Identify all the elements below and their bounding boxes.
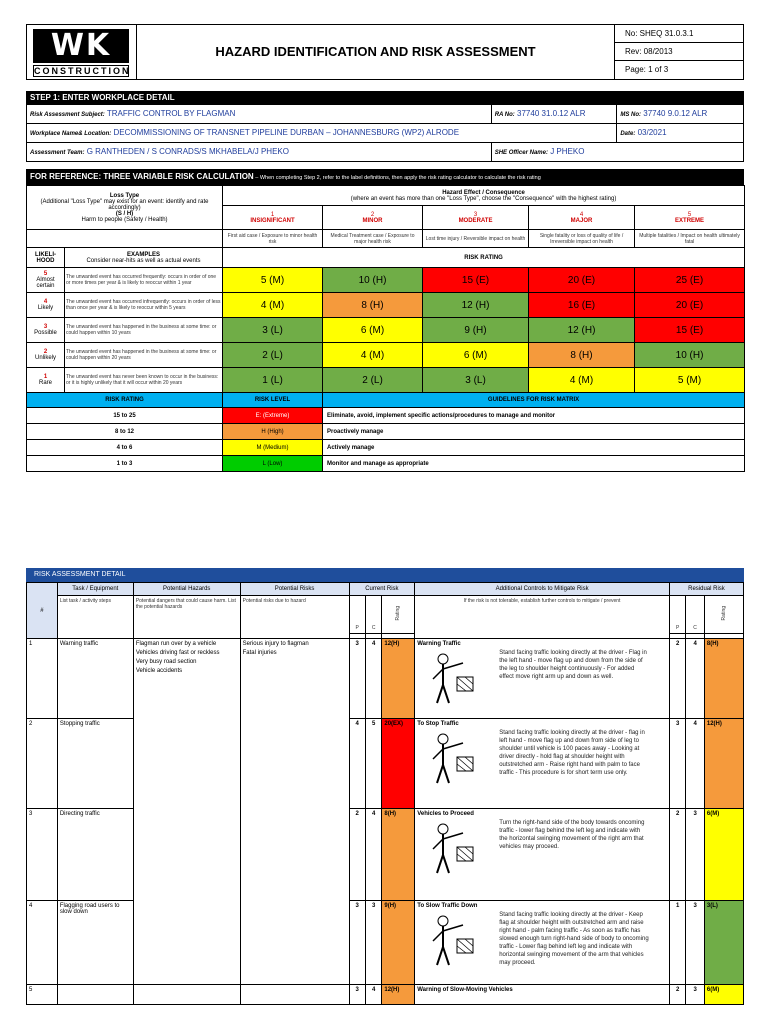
table-row	[27, 639, 744, 719]
control-title: To Slow Traffic Down	[417, 903, 478, 909]
legend-row	[27, 424, 745, 440]
subject-label: Risk Assessment Subject:	[30, 112, 105, 118]
matrix-cell: 2 (L)	[323, 368, 423, 393]
consequence-desc: Single fatality or loss of quality of life / Irreversible impact on health	[529, 230, 635, 248]
document-meta	[615, 25, 743, 79]
row-task: Directing traffic	[57, 809, 133, 901]
sub-task: List task / activity steps	[57, 596, 133, 639]
loss-type-title: Loss Type	[109, 192, 140, 199]
likelihood-example: The unwanted event has occurred infrequently: occurs in order of less than once per year & is likely to reoccur within 5 years	[65, 293, 223, 318]
sub-rrating: Rating	[720, 606, 727, 621]
row-rc: 4	[686, 719, 704, 809]
row-c: 4	[365, 809, 381, 901]
reference-note: – When completing Step 2, refer to the label definitions, then apply the risk rating calculator to calculate the risk rating	[253, 175, 541, 181]
likelihood-cell	[27, 318, 65, 343]
matrix-cell: 8 (H)	[529, 343, 635, 368]
matrix-cell: 10 (H)	[635, 343, 745, 368]
date-value: 03/2021	[637, 128, 667, 137]
control-text: Stand facing traffic looking directly at the driver - flag in left hand - move flag up and down from side of leg to shoulder until vehicle is 100 paces away - Looking at driver directly - hold flag at shoulder height with outstretched arm - Raise right hand with palm to face traffic - This procedure is for short term use only.	[499, 730, 645, 776]
likelihood-name: Almost certain	[36, 277, 55, 289]
flagman-figure-icon	[421, 913, 481, 968]
consequence-3	[423, 206, 529, 230]
hazard-effect-title: Hazard Effect / Consequence	[442, 189, 525, 196]
consequence-num: 5	[687, 211, 692, 218]
risk-matrix	[26, 185, 745, 472]
consequence-desc-row	[27, 230, 745, 248]
sub-rp: P	[669, 596, 685, 634]
matrix-cell: 8 (H)	[323, 293, 423, 318]
consequence-num: 3	[473, 211, 478, 218]
matrix-cell: 4 (M)	[529, 368, 635, 393]
consequence-1	[223, 206, 323, 230]
row-rrating: 6(M)	[704, 985, 743, 1005]
hazard-item: Vehicle accidents	[135, 668, 183, 674]
consequence-4	[529, 206, 635, 230]
matrix-cell: 4 (M)	[323, 343, 423, 368]
subject-row	[26, 105, 744, 124]
legend-row	[27, 440, 745, 456]
likelihood-row	[27, 268, 745, 293]
reference-title: FOR REFERENCE: THREE VARIABLE RISK CALCULATION	[30, 172, 254, 181]
consequence-desc: Medical Treatment case / Exposure to major health risk	[323, 230, 423, 248]
ms-label: MS No:	[620, 112, 642, 118]
likelihood-row	[27, 293, 745, 318]
likelihood-example: The unwanted event has never been known to occur in the business: or it is highly unlikely that it will occur within 20 years	[65, 368, 223, 393]
row-c: 5	[365, 719, 381, 809]
examples-header	[65, 248, 223, 268]
row-rp: 1	[669, 901, 685, 985]
matrix-cell: 25 (E)	[635, 268, 745, 293]
risks-cell	[240, 639, 349, 985]
hazards-cell	[133, 639, 240, 985]
control-title: To Stop Traffic	[417, 721, 459, 727]
legend-level: E: (Extreme)	[223, 408, 323, 424]
row-rc: 4	[686, 639, 704, 719]
team-row	[26, 143, 744, 162]
ra-value: 37740 31.0.12 ALR	[517, 109, 586, 118]
control-title: Vehicles to Proceed	[417, 811, 474, 817]
workplace-label: Workplace Name& Location:	[30, 131, 112, 137]
doc-page: Page: 1 of 3	[625, 65, 669, 74]
control-text: Stand facing traffic looking directly at the driver - Keep flag at shoulder height with outstretched arm and raise right hand - palm facing traffic - As soon as traffic has slowed enough turn right-hand side of body to oncoming traffic - Lower flag behind left leg and indicate with horizontal swinging movement of the arm that vehicles may proceed.	[499, 912, 649, 966]
row-rc: 3	[686, 809, 704, 901]
subject-value: TRAFFIC CONTROL BY FLAGMAN	[106, 109, 236, 118]
legend-guide: Actively manage	[323, 440, 745, 456]
legend-row	[27, 456, 745, 472]
legend-guide: Proactively manage	[323, 424, 745, 440]
risk-item: Serious injury to flagman	[242, 641, 309, 647]
likelihood-num: 5	[43, 271, 48, 277]
likelihood-example: The unwanted event has occurred frequently: occurs in order of one or more times per year & is likely to reoccur within 1 year	[65, 268, 223, 293]
legend-level-header: RISK LEVEL	[223, 393, 323, 408]
hazards-cell	[133, 985, 240, 1005]
legend-guide-header: GUIDELINES FOR RISK MATRIX	[323, 393, 745, 408]
matrix-cell: 15 (E)	[423, 268, 529, 293]
row-p: 3	[349, 985, 365, 1005]
matrix-cell: 10 (H)	[323, 268, 423, 293]
likelihood-header: LIKELI-HOOD	[27, 248, 65, 268]
likelihood-cell	[27, 268, 65, 293]
likelihood-num: 1	[43, 374, 48, 380]
loss-type-note: (Additional "Loss Type" may exist for an event: identify and rate accordingly)	[40, 198, 209, 211]
row-p: 4	[349, 719, 365, 809]
row-controls	[415, 901, 670, 985]
col-hazards: Potential Hazards	[133, 583, 240, 596]
matrix-cell: 6 (M)	[423, 343, 529, 368]
col-task: Task / Equipment	[57, 583, 133, 596]
table-row	[27, 985, 744, 1005]
she-value: J PHEKO	[550, 147, 585, 156]
matrix-cell: 20 (E)	[635, 293, 745, 318]
control-title: Warning Traffic	[417, 641, 461, 647]
likelihood-name: Possible	[34, 330, 57, 336]
consequence-desc: Lost time injury / Reversible impact on health	[423, 230, 529, 248]
row-c: 4	[365, 639, 381, 719]
row-p: 3	[349, 639, 365, 719]
matrix-cell: 12 (H)	[529, 318, 635, 343]
sub-p: P	[349, 596, 365, 634]
matrix-cell: 6 (M)	[323, 318, 423, 343]
risk-assessment-detail	[26, 568, 744, 1005]
logo-construction: CONSTRUCTION	[34, 66, 131, 76]
sh-note: Harm to people (Safety / Health)	[81, 216, 168, 223]
consequence-name: MAJOR	[570, 217, 593, 224]
row-rc: 3	[686, 901, 704, 985]
row-rating: 20(EX)	[382, 719, 415, 809]
consequence-desc: First aid case / Exposure to minor health risk	[223, 230, 323, 248]
logo-wk: WK	[33, 29, 129, 63]
legend-level: H (High)	[223, 424, 323, 440]
row-task: Flagging road users to slow down	[57, 901, 133, 985]
col-controls: Additional Controls to Mitigate Risk	[415, 583, 670, 596]
likelihood-row	[27, 343, 745, 368]
hazard-effect-note: (where an event has more than one "Loss Type", choose the "Consequence" with the highest rating)	[350, 195, 617, 202]
row-rrating: 8(H)	[704, 639, 743, 719]
step1-section	[26, 91, 744, 472]
matrix-cell: 3 (L)	[423, 368, 529, 393]
sub-c: C	[365, 596, 381, 634]
flagman-figure-icon	[421, 651, 481, 706]
consequence-num: 2	[370, 211, 375, 218]
likelihood-name: Unlikely	[34, 355, 56, 361]
matrix-cell: 5 (M)	[223, 268, 323, 293]
detail-table	[26, 582, 744, 1005]
likelihood-num: 4	[43, 299, 48, 305]
row-controls	[415, 809, 670, 901]
row-rp: 2	[669, 809, 685, 901]
matrix-cell: 3 (L)	[223, 318, 323, 343]
document-title: HAZARD IDENTIFICATION AND RISK ASSESSMENT	[137, 25, 615, 79]
matrix-cell: 12 (H)	[423, 293, 529, 318]
loss-type-cell	[27, 186, 223, 230]
step1-bar: STEP 1: ENTER WORKPLACE DETAIL	[26, 91, 744, 105]
control-text: Turn the right-hand side of the body towards oncoming traffic - lower flag behind the left leg and indicate with the horizontal swinging movement of the right arm that vehicles may proceed.	[499, 820, 645, 850]
consequence-desc: Multiple fatalities / Impact on health ultimately fatal	[635, 230, 745, 248]
matrix-cell: 1 (L)	[223, 368, 323, 393]
consequence-name: INSIGNIFICANT	[250, 217, 295, 224]
row-task	[57, 985, 133, 1005]
workplace-value: DECOMMISSIONING OF TRANSNET PIPELINE DURBAN – JOHANNESBURG (WP2) ALRODE	[113, 128, 460, 137]
doc-number: No: SHEQ 31.0.3.1	[615, 25, 743, 43]
matrix-cell: 9 (H)	[423, 318, 529, 343]
sub-hazards: Potential dangers that could cause harm. List the potential hazards	[133, 596, 240, 639]
row-c: 4	[365, 985, 381, 1005]
likelihood-row	[27, 318, 745, 343]
hazard-item: Flagman run over by a vehicle	[135, 641, 217, 647]
matrix-cell: 20 (E)	[529, 268, 635, 293]
flagman-figure-icon	[421, 821, 481, 876]
legend-rating-header: RISK RATING	[27, 393, 223, 408]
row-rp: 2	[669, 985, 685, 1005]
likelihood-num: 3	[43, 324, 48, 330]
likelihood-name: Rare	[38, 380, 52, 386]
matrix-cell: 2 (L)	[223, 343, 323, 368]
likelihood-row	[27, 368, 745, 393]
sub-controls: If the risk is not tolerable, establish further controls to mitigate / prevent	[415, 596, 670, 639]
matrix-cell: 15 (E)	[635, 318, 745, 343]
sub-risks: Potential risks due to hazard	[240, 596, 349, 639]
team-label: Assessment Team:	[30, 150, 85, 156]
likelihood-cell	[27, 368, 65, 393]
likelihood-num: 2	[43, 349, 48, 355]
hazard-item: Vehicles driving fast or reckless	[135, 650, 220, 656]
row-c: 3	[365, 901, 381, 985]
row-task: Warning traffic	[57, 639, 133, 719]
row-num: 3	[27, 809, 58, 901]
row-rating: 9(H)	[382, 901, 415, 985]
row-rrating: 3(L)	[704, 901, 743, 985]
row-num: 1	[27, 639, 58, 719]
sub-rating: Rating	[395, 606, 402, 621]
consequence-2	[323, 206, 423, 230]
workplace-row	[26, 124, 744, 143]
she-label: SHE Officer Name:	[494, 150, 548, 156]
legend-guide: Monitor and manage as appropriate	[323, 456, 745, 472]
legend-header-row	[27, 393, 745, 408]
matrix-cell: 16 (E)	[529, 293, 635, 318]
detail-bar: RISK ASSESSMENT DETAIL	[26, 568, 744, 582]
row-rating: 12(H)	[382, 639, 415, 719]
likelihood-cell	[27, 293, 65, 318]
consequence-name: MINOR	[362, 217, 383, 224]
row-rating: 8(H)	[382, 809, 415, 901]
legend-level: L (Low)	[223, 456, 323, 472]
row-controls	[415, 639, 670, 719]
row-controls	[415, 719, 670, 809]
row-num: 4	[27, 901, 58, 985]
reference-bar	[26, 169, 744, 185]
row-num: 5	[27, 985, 58, 1005]
col-num: #	[27, 583, 58, 639]
matrix-cell: 4 (M)	[223, 293, 323, 318]
matrix-cell: 5 (M)	[635, 368, 745, 393]
hazard-effect-cell	[223, 186, 745, 206]
row-controls	[415, 985, 670, 1005]
sub-rc: C	[686, 596, 704, 634]
row-rp: 2	[669, 639, 685, 719]
control-text: Stand facing traffic looking directly at the driver - Flag in the left hand - move flag up and down from the side of the leg to shoulder height continuously - For added effect move right arm up and down as well.	[499, 650, 647, 680]
row-task: Stopping traffic	[57, 719, 133, 809]
doc-revision: Rev: 08/2013	[615, 43, 743, 61]
risk-item: Fatal injuries	[242, 650, 277, 656]
legend-range: 4 to 6	[27, 440, 223, 456]
row-num: 2	[27, 719, 58, 809]
col-risks: Potential Risks	[240, 583, 349, 596]
consequence-5	[635, 206, 745, 230]
consequence-num: 4	[579, 211, 584, 218]
legend-guide: Eliminate, avoid, implement specific actions/procedures to manage and monitor	[323, 408, 745, 424]
row-rrating: 12(H)	[704, 719, 743, 809]
ra-label: RA No:	[494, 112, 515, 118]
risk-rating-header: RISK RATING	[223, 248, 745, 268]
legend-level: M (Medium)	[223, 440, 323, 456]
legend-range: 1 to 3	[27, 456, 223, 472]
sh-title: (S / H)	[115, 210, 134, 217]
row-rc: 3	[686, 985, 704, 1005]
examples-title: EXAMPLES	[127, 251, 161, 258]
date-label: Date:	[620, 131, 636, 137]
col-residual: Residual Risk	[669, 583, 743, 596]
ms-value: 37740 9.0.12 ALR	[643, 109, 708, 118]
legend-range: 8 to 12	[27, 424, 223, 440]
row-rrating: 6(M)	[704, 809, 743, 901]
company-logo	[27, 25, 137, 79]
control-title: Warning of Slow-Moving Vehicles	[417, 987, 513, 993]
row-rating: 12(H)	[382, 985, 415, 1005]
row-p: 2	[349, 809, 365, 901]
col-current: Current Risk	[349, 583, 415, 596]
hazard-item: Very busy road section	[135, 659, 197, 665]
likelihood-name: Likely	[37, 305, 54, 311]
consequence-num: 1	[270, 211, 275, 218]
row-p: 3	[349, 901, 365, 985]
flagman-figure-icon	[421, 731, 481, 786]
document-header	[26, 24, 744, 80]
row-rp: 3	[669, 719, 685, 809]
legend-range: 15 to 25	[27, 408, 223, 424]
team-value: G RANTHEDEN / S CONRADS/S MKHABELA/J PHEKO	[86, 147, 289, 156]
likelihood-cell	[27, 343, 65, 368]
likelihood-example: The unwanted event has happened in the business at some time: or could happen within 10 years	[65, 318, 223, 343]
consequence-name: MODERATE	[458, 217, 493, 224]
examples-note: Consider near-hits as well as actual events	[86, 257, 201, 264]
consequence-name: EXTREME	[675, 217, 705, 224]
risks-cell	[240, 985, 349, 1005]
legend-row	[27, 408, 745, 424]
likelihood-example: The unwanted event has happened in the business at some time: or could happen within 20 years	[65, 343, 223, 368]
